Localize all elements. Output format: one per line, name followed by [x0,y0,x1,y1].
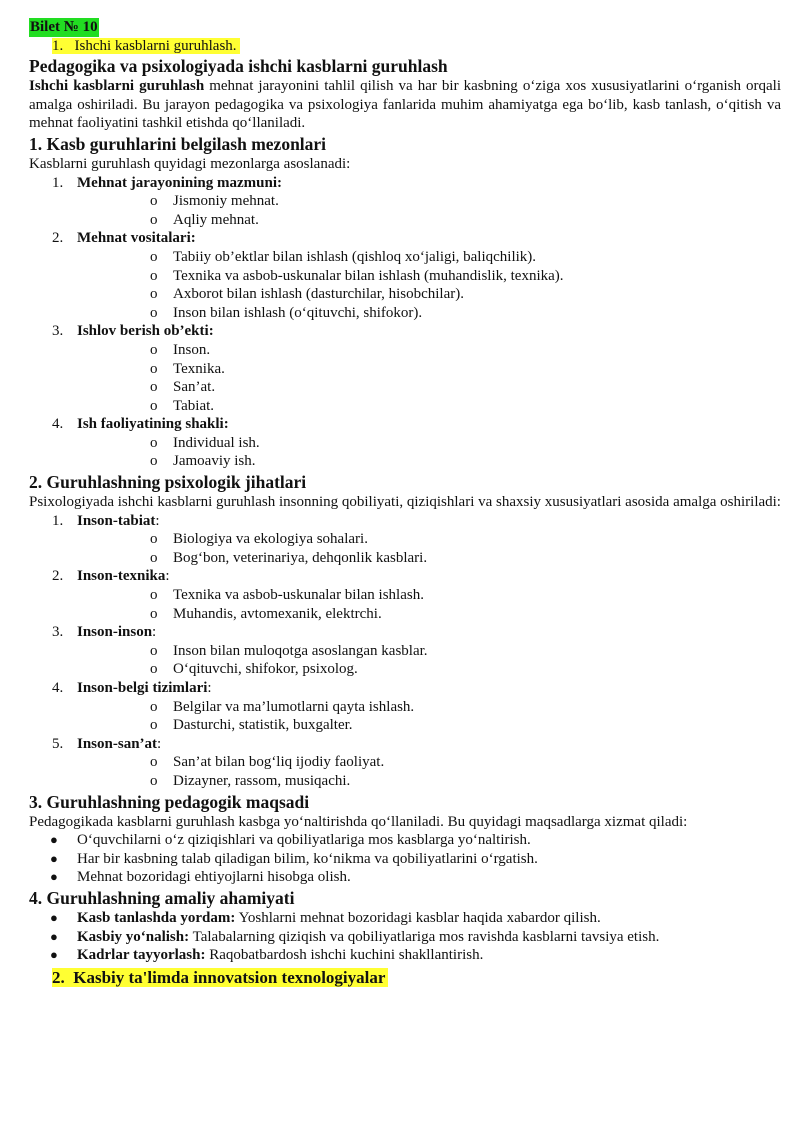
sub-item-text: Texnika. [173,360,225,377]
section-1-list [29,174,781,472]
question-2 [52,967,781,988]
sub-list [77,530,781,567]
sub-list-item [77,192,781,211]
sub-list-item [77,549,781,568]
item-number: 1. [52,512,64,529]
sub-list-item [77,360,781,379]
sub-item-text: Individual ish. [173,434,260,451]
list-item [29,174,781,230]
list-item [29,322,781,415]
question-2-text: Kasbiy ta'limda innovatsion texnologiyalar [73,967,386,987]
question-1-number: 1. [52,37,64,54]
sub-list [77,642,781,679]
sub-item-text: Inson bilan muloqotga asoslangan kasblar. [173,642,428,659]
list-item [29,512,781,568]
bullet-text: Raqobatbardosh ishchi kuchini shakllantirish. [205,947,484,964]
item-colon: : [157,735,162,752]
item-colon: : [165,568,170,585]
item-label: Inson-tabiat [77,512,156,529]
section-3-heading: 3. Guruhlashning pedagogik maqsadi [29,791,310,812]
bullet-text: O‘quvchilarni o‘z qiziqishlari va qobiliyatlariga mos kasblarga yo‘naltirish. [77,832,531,849]
sub-item-text: Muhandis, avtomexanik, elektrchi. [173,605,382,622]
sub-list-item [77,660,781,679]
document [29,18,781,988]
item-label: Mehnat vositalari: [77,230,196,247]
section-2-list [29,512,781,791]
ticket-label: Bilet № 10 [30,19,98,35]
item-number: 3. [52,323,64,340]
item-number: 4. [52,416,64,433]
item-label: Inson-texnika [77,568,166,585]
question-2-number: 2. [52,967,65,987]
section-3-list [29,831,781,887]
sub-list-item [77,698,781,717]
bullet-text: Talabalarning qiziqish va qobiliyatlariga mos ravishda kasblarni tavsiya etish. [189,928,660,945]
list-item [29,229,781,322]
bullet-bold: Kadrlar tayyorlash: [77,947,206,964]
sub-item-text: Inson. [173,341,211,358]
item-colon: : [155,512,160,529]
circle-bullet-icon: o [150,531,158,548]
section-4-list [29,909,781,965]
question-1-text: Ishchi kasblarni guruhlash. [74,37,237,54]
sub-item-text: O‘qituvchi, shifokor, psixolog. [173,661,358,678]
bullet-item [29,946,781,965]
bullet-text: Har bir kasbning talab qiladigan bilim, ko‘nikma va qobiliyatlarini o‘rgatish. [77,850,538,867]
sub-item-text: Belgilar va ma’lumotlarni qayta ishlash. [173,698,415,715]
sub-list-item [77,716,781,735]
circle-bullet-icon: o [150,193,158,210]
sub-list-item [77,304,781,323]
sub-item-text: Axborot bilan ishlash (dasturchilar, hisobchilar). [173,286,464,303]
section-4-heading: 4. Guruhlashning amaliy ahamiyati [29,887,295,908]
item-label: Mehnat jarayonining mazmuni: [77,174,283,191]
sub-list-item [77,753,781,772]
sub-list-item [77,772,781,791]
bullet-item [29,909,781,928]
item-number: 1. [52,174,64,191]
intro-text: mehnat jarayonini tahlil qilish va har bir kasbning o‘ziga xos xususiyatlarini o‘rganish orqali amalga oshiriladi. Bu jarayon pedagogika va psixologiya fanlarida muhim ahamiyatga ega bo‘lib, kasb tanlash, o‘qitish va mehnat faoliyatini tashkil etishda qo‘llaniladi. [29,78,782,132]
circle-bullet-icon: o [150,642,158,659]
sub-list [77,753,781,790]
sub-list [77,248,781,322]
item-label: Inson-inson [77,624,153,641]
section-1-intro: Kasblarni guruhlash quyidagi mezonlarga asoslanadi: [29,155,351,172]
sub-item-text: Dizayner, rassom, musiqachi. [173,772,351,789]
circle-bullet-icon: o [150,434,158,451]
sub-item-text: Aqliy mehnat. [173,211,259,228]
circle-bullet-icon: o [150,397,158,414]
bullet-icon: ● [50,850,58,866]
sub-list-item [77,586,781,605]
bullet-item [29,850,781,869]
sub-item-text: Texnika va asbob-uskunalar bilan ishlash (muhandislik, texnika). [173,267,564,284]
sub-item-text: Tabiiy ob’ektlar bilan ishlash (qishloq xo‘jaligi, baliqchilik). [173,248,537,265]
circle-bullet-icon: o [150,211,158,228]
bullet-text: Mehnat bozoridagi ehtiyojlarni hisobga olish. [77,869,351,886]
ticket-line [29,18,781,37]
circle-bullet-icon: o [150,341,158,358]
item-number: 2. [52,230,64,247]
item-label: Ish faoliyatining shakli: [77,416,229,433]
sub-item-text: Dasturchi, statistik, buxgalter. [173,717,353,734]
bullet-icon: ● [50,928,58,944]
circle-bullet-icon: o [150,605,158,622]
sub-item-text: Biologiya va ekologiya sohalari. [173,531,368,548]
list-item [29,735,781,791]
circle-bullet-icon: o [150,754,158,771]
sub-item-text: Bog‘bon, veterinariya, dehqonlik kasblari. [173,549,428,566]
circle-bullet-icon: o [150,360,158,377]
sub-list-item [77,211,781,230]
list-item [29,415,781,471]
item-colon: : [207,680,212,696]
bullet-bold: Kasb tanlashda yordam: [77,909,236,926]
sub-list-item [77,378,781,397]
circle-bullet-icon: o [150,587,158,604]
item-label: Inson-belgi tizimlari [77,680,208,696]
question-1 [52,37,781,56]
circle-bullet-icon: o [150,379,158,396]
list-item [29,567,781,623]
sub-item-text: Inson bilan ishlash (o‘qituvchi, shifokor). [173,304,423,321]
intro-bold: Ishchi kasblarni guruhlash [29,78,205,95]
sub-list-item [77,605,781,624]
sub-item-text: San’at bilan bog‘liq ijodiy faoliyat. [173,754,385,771]
bullet-item [29,868,781,887]
circle-bullet-icon: o [150,698,158,715]
item-number: 5. [52,735,64,752]
item-label: Inson-san’at [77,735,158,752]
sub-list-item [77,285,781,304]
circle-bullet-icon: o [150,661,158,678]
circle-bullet-icon: o [150,549,158,566]
section-3-intro: Pedagogikada kasblarni guruhlash kasbga yo‘naltirishda qo‘llaniladi. Bu quyidagi maqsadlarga xizmat qiladi: [29,813,688,830]
sub-list-item [77,452,781,471]
sub-list [77,698,781,735]
intro-paragraph [29,77,781,133]
item-number: 4. [52,680,64,696]
sub-list [77,434,781,471]
sub-item-text: Jamoaviy ish. [173,453,256,470]
sub-list-item [77,434,781,453]
sub-item-text: Jismoniy mehnat. [173,193,279,210]
sub-list-item [77,530,781,549]
sub-list-item [77,397,781,416]
bullet-icon: ● [50,869,58,885]
sub-list [77,192,781,229]
item-colon: : [152,624,157,641]
sub-item-text: Tabiat. [173,397,215,414]
bullet-text: Yoshlarni mehnat bozoridagi kasblar haqida xabardor qilish. [235,909,601,926]
list-item [29,623,781,679]
list-item [29,679,781,735]
bullet-item [29,831,781,850]
circle-bullet-icon: o [150,267,158,284]
document-title: Pedagogika va psixologiyada ishchi kasblarni guruhlash [29,56,448,77]
circle-bullet-icon: o [150,453,158,470]
section-2-heading: 2. Guruhlashning psixologik jihatlari [29,472,307,493]
sub-list-item [77,248,781,267]
sub-list [77,341,781,415]
bullet-icon: ● [50,947,58,963]
circle-bullet-icon: o [150,717,158,734]
sub-list-item [77,267,781,286]
sub-item-text: San’at. [173,379,216,396]
bullet-icon: ● [50,909,58,925]
sub-list-item [77,341,781,360]
circle-bullet-icon: o [150,248,158,265]
bullet-item [29,928,781,947]
circle-bullet-icon: o [150,286,158,303]
section-2-intro: Psixologiyada ishchi kasblarni guruhlash insonning qobiliyati, qiziqishlari va shaxsiy xususiyatlari asosida amalga oshiriladi: [29,494,781,511]
circle-bullet-icon: o [150,304,158,321]
item-label: Ishlov berish ob’ekti: [77,323,214,340]
sub-item-text: Texnika va asbob-uskunalar bilan ishlash. [173,587,424,604]
sub-list-item [77,642,781,661]
circle-bullet-icon: o [150,772,158,789]
item-number: 2. [52,568,64,585]
item-number: 3. [52,624,64,641]
bullet-bold: Kasbiy yo‘nalish: [77,928,190,945]
bullet-icon: ● [50,832,58,848]
section-1-heading: 1. Kasb guruhlarini belgilash mezonlari [29,133,327,154]
sub-list [77,586,781,623]
